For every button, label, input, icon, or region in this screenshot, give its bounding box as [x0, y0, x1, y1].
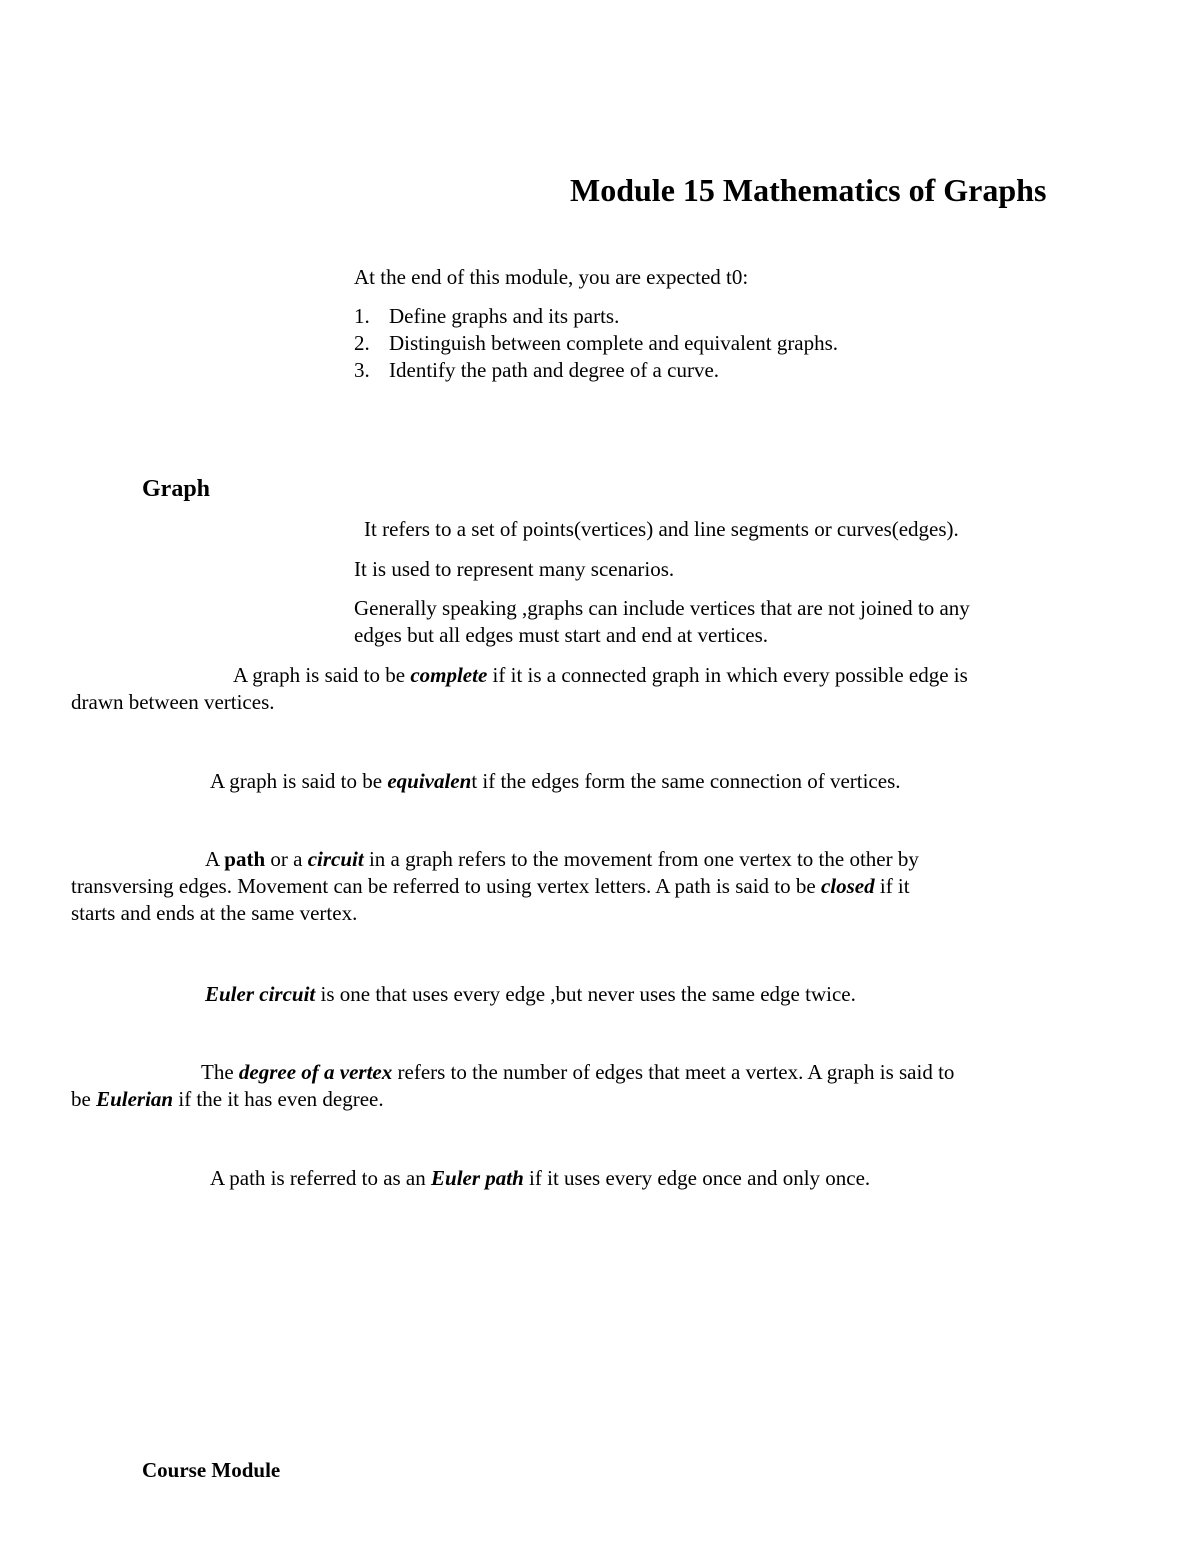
text-run: A graph is said to be: [233, 663, 411, 687]
objectives-list: [354, 303, 838, 384]
term-euler-path: Euler path: [431, 1166, 524, 1190]
text-run: refers to the number of edges that meet a vertex. A graph is said to: [392, 1060, 955, 1084]
term-degree-of-vertex: degree of a vertex: [238, 1060, 393, 1084]
term-equivalent: equivalen: [387, 769, 472, 793]
objectives-intro: At the end of this module, you are expected t0:: [354, 265, 749, 289]
text-run: t if the edges form the same connection of vertices.: [471, 769, 901, 793]
text-run: if it: [874, 874, 910, 898]
graph-vertices-note-line: Generally speaking ,graphs can include vertices that are not joined to any: [354, 596, 970, 620]
objective-number: 3.: [354, 358, 370, 382]
complete-graph-definition: [71, 662, 1131, 716]
term-eulerian: Eulerian: [96, 1087, 174, 1111]
section-heading-graph: Graph: [142, 476, 211, 502]
degree-of-vertex-definition: [71, 1059, 1131, 1113]
text-run: in a graph refers to the movement from one vertex to the other by: [363, 847, 919, 871]
text-run: or a: [265, 847, 308, 871]
text-run: is one that uses every edge ,but never uses the same edge twice.: [315, 982, 856, 1006]
graph-vertices-note: [354, 595, 1114, 649]
text-run: A path is referred to as an: [210, 1166, 432, 1190]
objective-item: [354, 330, 838, 357]
objective-item: [354, 357, 838, 384]
text-run: A graph is said to be: [210, 769, 388, 793]
term-complete: complete: [410, 663, 488, 687]
footer-course-module: Course Module: [142, 1458, 281, 1482]
text-run: A: [205, 847, 225, 871]
text-run: transversing edges. Movement can be referred to using vertex letters. A path is said to be: [71, 874, 821, 898]
graph-vertices-note-line: edges but all edges must start and end at vertices.: [354, 623, 769, 647]
term-closed: closed: [820, 874, 875, 898]
graph-usage: It is used to represent many scenarios.: [354, 557, 675, 581]
equivalent-graph-definition: [71, 768, 1200, 795]
objective-item: [354, 303, 838, 330]
text-run: The: [201, 1060, 239, 1084]
term-circuit: circuit: [307, 847, 364, 871]
euler-circuit-definition: [71, 981, 1200, 1008]
path-circuit-definition: [71, 846, 1131, 927]
text-run: if it is a connected graph in which every possible edge is: [487, 663, 968, 687]
objective-text: Define graphs and its parts.: [389, 304, 620, 328]
objective-text: Identify the path and degree of a curve.: [389, 358, 720, 382]
term-euler-circuit: Euler circuit: [205, 982, 316, 1006]
text-run: if it uses every edge once and only once.: [523, 1166, 871, 1190]
objective-text: Distinguish between complete and equivalent graphs.: [389, 331, 839, 355]
euler-path-definition: [71, 1165, 1200, 1192]
text-run: if the it has even degree.: [173, 1087, 384, 1111]
text-run: starts and ends at the same vertex.: [71, 901, 358, 925]
objective-number: 1.: [354, 304, 370, 328]
text-run: drawn between vertices.: [71, 690, 275, 714]
text-run: be: [71, 1087, 97, 1111]
page-title: Module 15 Mathematics of Graphs: [570, 172, 1047, 208]
term-path: path: [224, 847, 266, 871]
objective-number: 2.: [354, 331, 370, 355]
graph-definition: It refers to a set of points(vertices) and line segments or curves(edges).: [364, 517, 959, 541]
